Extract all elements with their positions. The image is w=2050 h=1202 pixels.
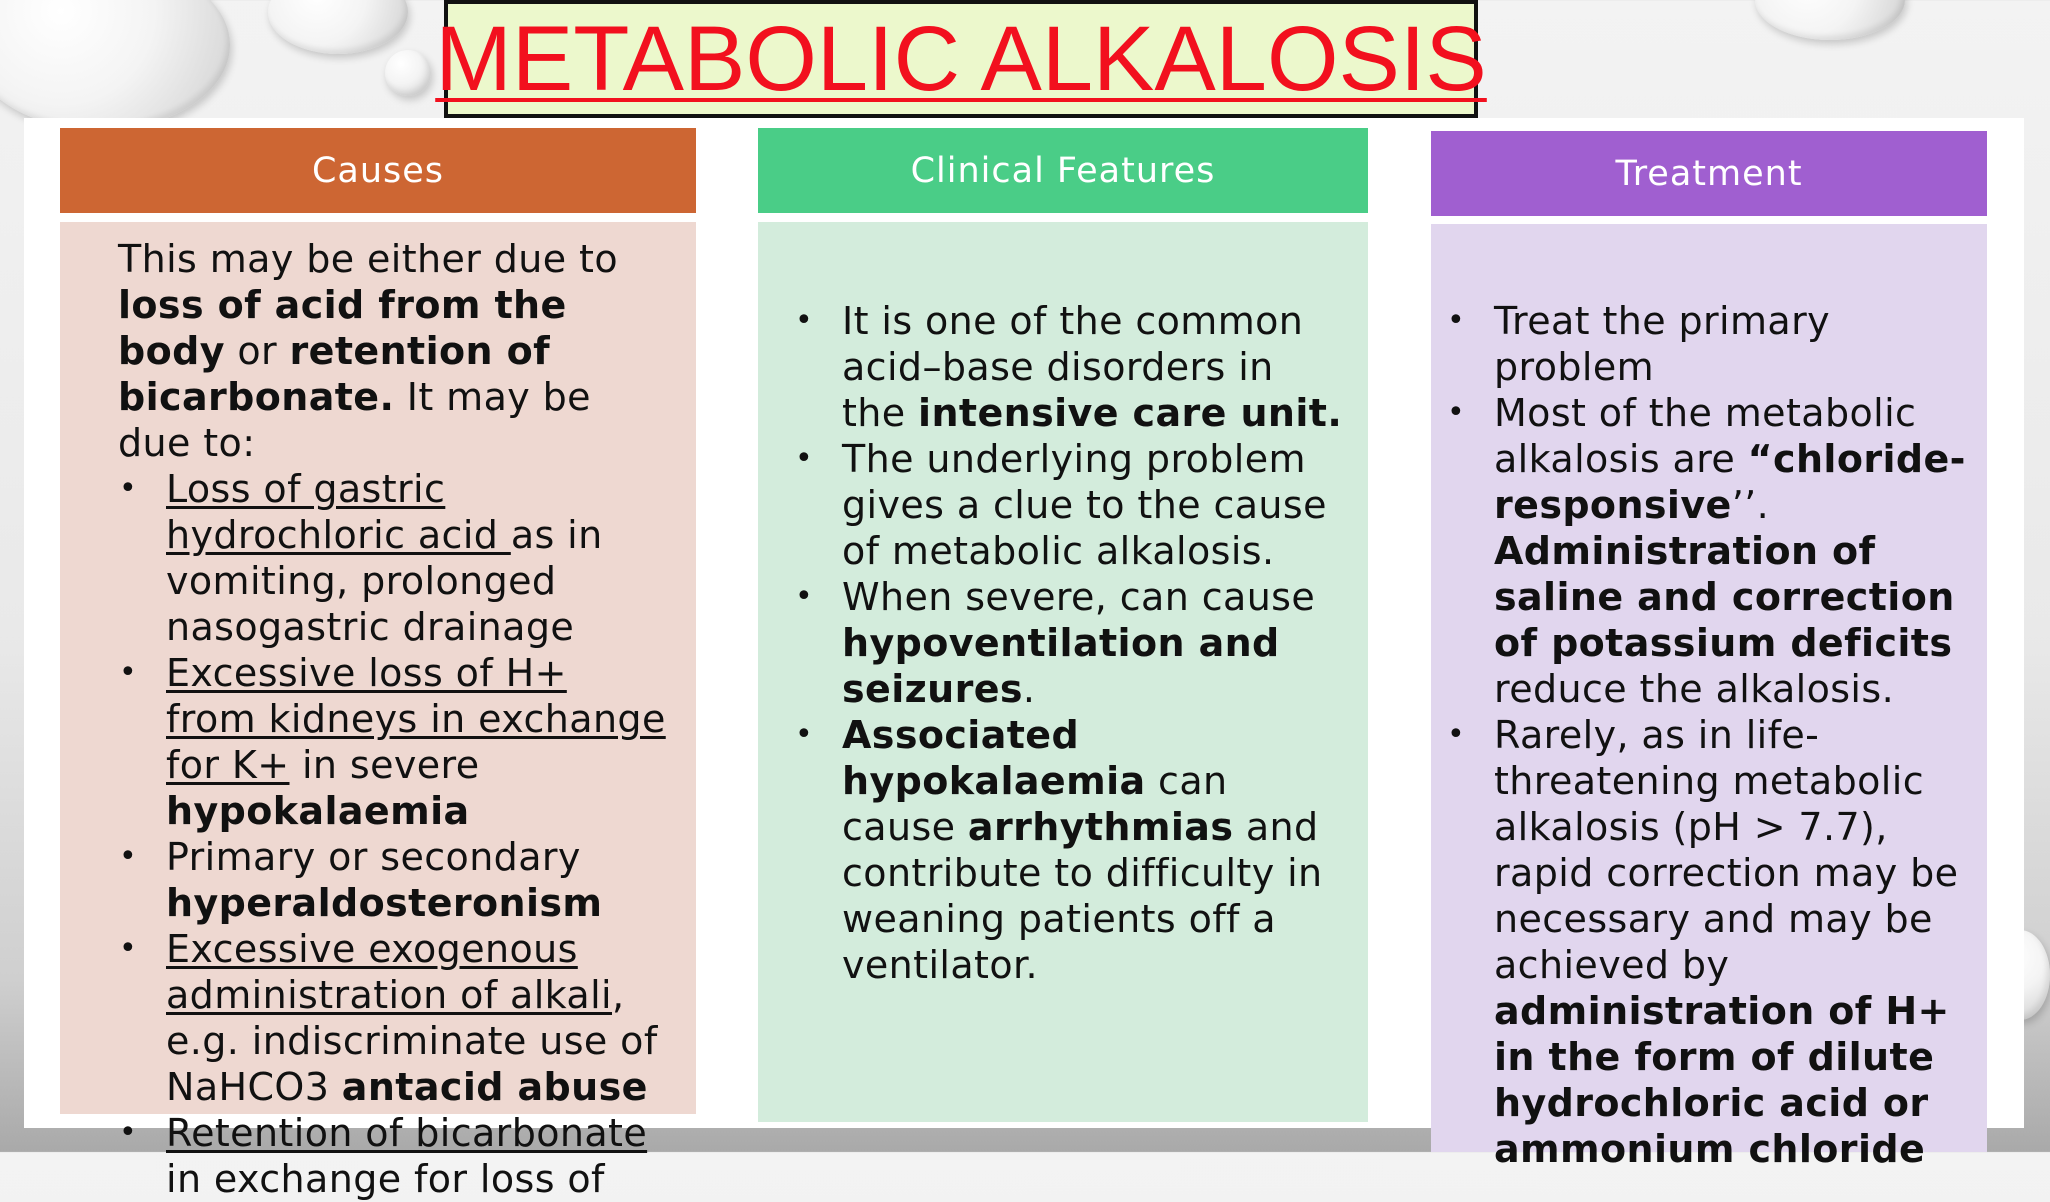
- text-segment: Treat the primary problem: [1494, 299, 1831, 389]
- text-segment: hypoventilation and seizures: [842, 621, 1280, 711]
- list-item: [794, 712, 1348, 988]
- text-segment: antacid abuse: [341, 1065, 648, 1109]
- text-segment: reduce the alkalosis.: [1494, 667, 1895, 711]
- text-segment: in severe: [289, 743, 480, 787]
- text-segment: Most of the metabolic alkalosis are: [1494, 391, 1917, 481]
- list-item: [1446, 390, 1983, 712]
- text-segment: intensive care unit.: [918, 391, 1343, 435]
- bullet-icon: •: [118, 1115, 138, 1150]
- bullet-icon: •: [118, 471, 138, 506]
- list-item: [118, 650, 666, 834]
- treatment-list: [1446, 298, 1983, 1172]
- list-item: [118, 1110, 666, 1202]
- list-item: [118, 926, 666, 1110]
- list-item: [794, 574, 1348, 712]
- causes-header-label: Causes: [311, 150, 445, 191]
- text-segment: Loss of gastric hydrochloric acid: [166, 467, 511, 557]
- list-item: [1446, 298, 1983, 390]
- bullet-icon: •: [1446, 717, 1466, 752]
- text-segment: in exchange for loss of: [166, 1157, 605, 1201]
- bullet-icon: •: [794, 717, 814, 752]
- water-drop-decoration: [385, 50, 431, 96]
- text-segment: as in vomiting, prolonged nasogastric drainage: [166, 513, 603, 649]
- list-item: [1446, 712, 1983, 1172]
- text-segment: retention of bicarbonate.: [118, 329, 551, 419]
- clinical-features-list: [794, 298, 1348, 988]
- bullet-icon: •: [794, 579, 814, 614]
- text-segment: Excessive exogenous administration of alkali: [166, 927, 612, 1017]
- text-segment: or: [224, 329, 290, 373]
- bullet-icon: •: [118, 931, 138, 966]
- causes-intro: [118, 236, 666, 466]
- text-segment: hyperaldosteronism: [166, 881, 603, 925]
- text-segment: Associated hypokalaemia: [842, 713, 1146, 803]
- text-segment: When severe, can cause: [842, 575, 1316, 619]
- causes-header: [60, 128, 696, 213]
- underlined-text: [166, 927, 612, 1017]
- page-title: METABOLIC ALKALOSIS: [435, 8, 1487, 110]
- title-banner: [435, 0, 1487, 118]
- bullet-icon: •: [794, 441, 814, 476]
- list-item: [794, 436, 1348, 574]
- text-segment: Administration of saline and correction of potassium deficits: [1494, 529, 1955, 665]
- text-segment: , e.g. indiscriminate use of NaHCO3: [166, 973, 658, 1109]
- text-segment: This may be either due to: [118, 237, 618, 281]
- text-segment: .: [1022, 667, 1036, 711]
- treatment-header: [1431, 131, 1987, 216]
- text-segment: and contribute to difficulty in weaning patients off a ventilator.: [842, 805, 1323, 987]
- text-segment: ’’.: [1731, 483, 1770, 527]
- bullet-icon: •: [1446, 395, 1466, 430]
- underlined-text: [166, 1111, 647, 1155]
- text-segment: loss of acid from the body: [118, 283, 567, 373]
- text-segment: can cause: [842, 759, 1228, 849]
- text-segment: It may be due to:: [118, 375, 591, 465]
- treatment-header-label: Treatment: [1615, 153, 1803, 194]
- text-segment: “chloride-responsive: [1494, 437, 1966, 527]
- text-segment: Retention of bicarbonate: [166, 1111, 648, 1155]
- bullet-icon: •: [118, 839, 138, 874]
- bullet-icon: •: [794, 303, 814, 338]
- text-segment: administration of H+ in the form of dilute hydrochloric acid or ammonium chloride: [1494, 989, 1950, 1171]
- underlined-text: [166, 467, 511, 557]
- text-segment: Rarely, as in life-threatening metabolic alkalosis (pH > 7.7), rapid correction may be necessary and may be achieved by: [1494, 713, 1959, 987]
- water-drop-decoration: [268, 0, 408, 54]
- water-drop-decoration: [0, 0, 230, 130]
- list-item: [794, 298, 1348, 436]
- list-item: [118, 834, 666, 926]
- clinical-features-header: [758, 128, 1368, 213]
- treatment-panel: [1431, 224, 1987, 1171]
- text-segment: The underlying problem gives a clue to the cause of metabolic alkalosis.: [842, 437, 1327, 573]
- text-segment: arrhythmias: [967, 805, 1234, 849]
- clinical-features-panel: [758, 222, 1368, 1122]
- list-item: [118, 466, 666, 650]
- bullet-icon: •: [1446, 303, 1466, 338]
- text-segment: It is one of the common acid–base disorders in the: [842, 299, 1304, 435]
- clinical-features-header-label: Clinical Features: [910, 150, 1216, 191]
- water-drop-decoration: [1755, 0, 1905, 40]
- text-segment: Primary or secondary: [166, 835, 581, 879]
- causes-panel: [60, 222, 696, 1201]
- text-segment: hypokalaemia: [166, 789, 470, 833]
- text-segment: Excessive loss of H+ from kidneys in exchange for K+: [166, 651, 666, 787]
- causes-list: [118, 466, 666, 1202]
- bullet-icon: •: [118, 655, 138, 690]
